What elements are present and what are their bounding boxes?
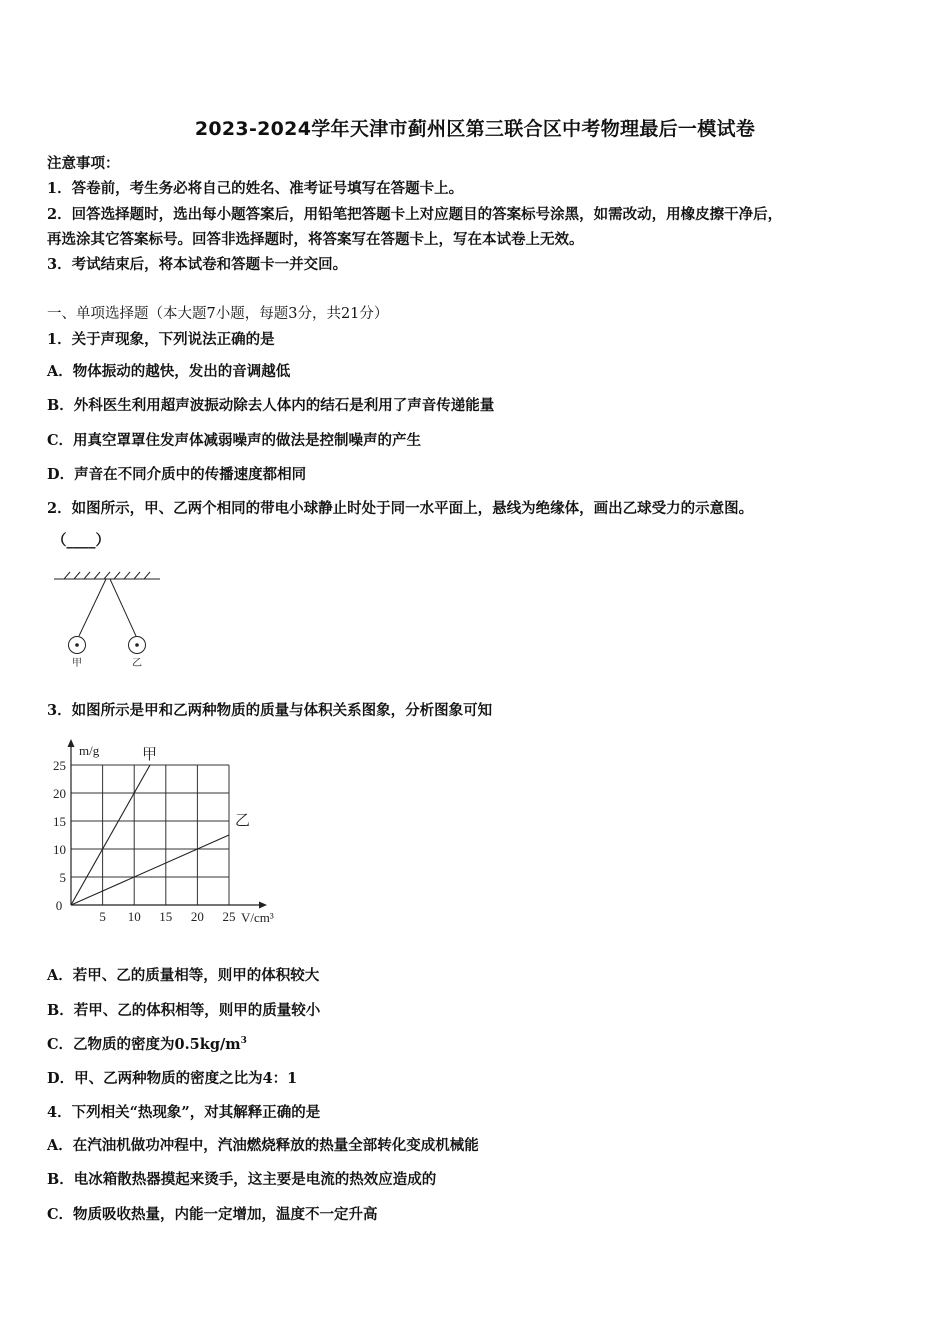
x-tick-label: 5 [99,909,106,924]
option-a: A．物体振动的越快，发出的音调越低 [47,363,291,380]
notice-heading: 注意事项： [47,155,120,172]
y-tick-label: 15 [53,814,66,829]
label-yi: 乙 [132,658,142,669]
y-tick-label: 20 [53,786,66,801]
option-c [47,1033,247,1054]
notice-item: 3．考试结束后，将本试卷和答题卡一并交回。 [47,256,348,273]
y-axis-label: m/g [79,743,100,758]
series-label-jia: 甲 [142,747,158,763]
series-line-jia [71,765,150,905]
answer-blank: （____） [52,532,110,549]
y-tick-label: 5 [59,870,66,885]
option-d: D．甲、乙两种物质的密度之比为4：1 [47,1070,298,1087]
page-title: 2023-2024学年天津市蓟州区第三联合区中考物理最后一模试卷 [194,118,756,140]
option-d: D．声音在不同介质中的传播速度都相同 [47,466,307,483]
y-tick-label: 25 [53,758,66,773]
notice-item: 再选涂其它答案标号。回答非选择题时，将答案写在答题卡上，写在本试卷上无效。 [47,231,584,248]
question-stem: 2．如图所示，甲、乙两个相同的带电小球静止时处于同一水平面上，悬线为绝缘体，画出乙球受力的示意图。 [47,500,754,517]
option-a: A．在汽油机做功冲程中，汽油燃烧释放的热量全部转化变成机械能 [47,1137,479,1154]
notice-item: 2．回答选择题时，选出每小题答案后，用铅笔把答题卡上对应题目的答案标号涂黑，如需改动，用橡皮擦干净后， [47,206,783,223]
string-yi [110,579,136,636]
x-tick-label: 10 [127,909,141,924]
ceiling-hatch [64,572,150,579]
label-jia: 甲 [72,658,82,669]
option-c: C．用真空罩罩住发声体减弱噪声的做法是控制噪声的产生 [47,432,422,449]
x-tick-label: 15 [159,909,173,924]
string-jia [79,579,106,636]
option-c: C．物质吸收热量，内能一定增加，温度不一定升高 [47,1206,378,1223]
option-a: A．若甲、乙的质量相等，则甲的体积较大 [47,967,320,984]
option-b: B．外科医生利用超声波振动除去人体内的结石是利用了声音传递能量 [47,397,495,414]
origin-label: 0 [55,898,63,913]
option-b: B．若甲、乙的体积相等，则甲的质量较小 [47,1002,321,1019]
y-tick-label: 10 [53,842,66,857]
x-tick-label: 20 [190,909,204,924]
pendulum-figure [44,565,174,675]
section-heading: 一、单项选择题（本大题7小题，每题3分，共21分） [47,306,389,322]
y-axis-arrow [68,739,75,747]
question-stem: 3．如图所示是甲和乙两种物质的质量与体积关系图象，分析图象可知 [47,702,493,719]
superscript: 3 [240,1036,247,1047]
question-stem: 4．下列相关“热现象”，对其解释正确的是 [47,1104,321,1121]
notice-item: 1．答卷前，考生务必将自己的姓名、准考证号填写在答题卡上。 [47,180,464,197]
question-stem: 1．关于声现象，下列说法正确的是 [47,331,275,348]
x-axis-arrow [259,902,267,909]
x-tick-label: 25 [222,909,236,924]
mass-volume-chart [40,728,300,933]
series-label-yi: 乙 [235,813,251,829]
x-axis-label: V/cm³ [241,910,274,925]
series-line-yi [71,835,229,905]
option-c-text: C．乙物质的密度为0.5kg/m [47,1036,241,1053]
option-b: B．电冰箱散热器摸起来烫手，这主要是电流的热效应造成的 [47,1171,437,1188]
